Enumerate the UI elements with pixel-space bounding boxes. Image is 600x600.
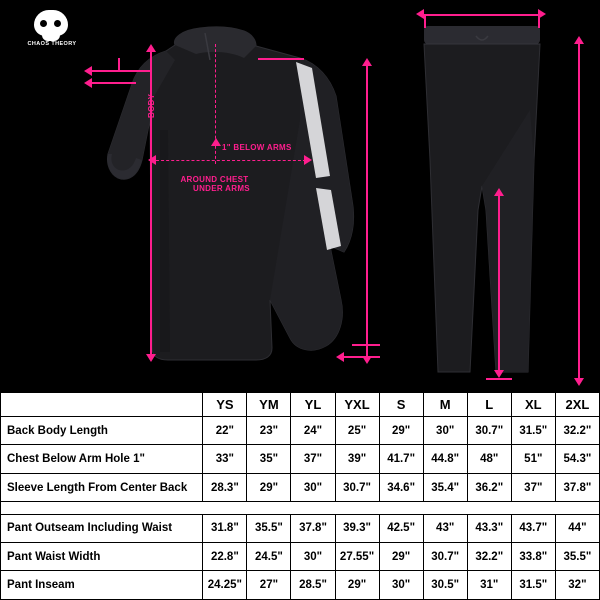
- cell: 31.5": [511, 417, 555, 445]
- cell: 35": [247, 445, 291, 473]
- cell: 33": [203, 445, 247, 473]
- pants-waist-tick-right: [538, 14, 540, 28]
- header-cell-xl: XL: [511, 393, 555, 417]
- header-cell-ys: YS: [203, 393, 247, 417]
- label-body: BODY: [147, 93, 156, 118]
- table-group-spacer: [1, 502, 600, 514]
- cell: 29": [335, 571, 379, 600]
- row-label: Back Body Length: [1, 417, 203, 445]
- cell: 44.8": [423, 445, 467, 473]
- cell: 48": [467, 445, 511, 473]
- cell: 37": [511, 473, 555, 501]
- cell: 32": [555, 571, 599, 600]
- cell: 43.7": [511, 514, 555, 542]
- cell: 29": [379, 543, 423, 571]
- row-label: Pant Inseam: [1, 571, 203, 600]
- header-cell-2xl: 2XL: [555, 393, 599, 417]
- label-below-arms: 1" BELOW ARMS: [222, 143, 292, 152]
- cell: 24": [291, 417, 335, 445]
- cell: 42.5": [379, 514, 423, 542]
- pants-inseam-arrow-down: [494, 370, 504, 378]
- cell: 27": [247, 571, 291, 600]
- header-cell-0: [1, 393, 203, 417]
- pants-inseam-line: [498, 196, 500, 372]
- cell: 36.2": [467, 473, 511, 501]
- cell: 30.7": [467, 417, 511, 445]
- cell: 39": [335, 445, 379, 473]
- cell: 28.3": [203, 473, 247, 501]
- pants-outseam-line: [578, 44, 580, 380]
- cell: 30": [291, 473, 335, 501]
- cell: 37": [291, 445, 335, 473]
- cell: 30": [423, 417, 467, 445]
- pants-waist-arrow-left: [416, 9, 424, 19]
- pants-inseam-bottom-tick: [486, 378, 512, 380]
- label-around-chest-line1: AROUND CHEST: [180, 175, 249, 184]
- cell: 41.7": [379, 445, 423, 473]
- cell: 54.3": [555, 445, 599, 473]
- cell: 25": [335, 417, 379, 445]
- row-label: Chest Below Arm Hole 1": [1, 445, 203, 473]
- cell: 22.8": [203, 543, 247, 571]
- cell: 37.8": [291, 514, 335, 542]
- table-row: [1, 571, 600, 600]
- label-around-chest-line2: UNDER ARMS: [193, 184, 250, 194]
- cell: 24.5": [247, 543, 291, 571]
- cell: 44": [555, 514, 599, 542]
- brand-name: CHAOS THEORY: [27, 41, 77, 47]
- cell: 29": [247, 473, 291, 501]
- cell: 30.5": [423, 571, 467, 600]
- cell: 33.8": [511, 543, 555, 571]
- size-chart-table: [0, 392, 600, 600]
- cell: 32.2": [467, 543, 511, 571]
- pants-outseam-arrow-down: [574, 378, 584, 386]
- table-row: [1, 445, 600, 473]
- cell: 27.55": [335, 543, 379, 571]
- cell: 22": [203, 417, 247, 445]
- pants-waist-tick-left: [424, 14, 426, 28]
- cell: 43": [423, 514, 467, 542]
- cell: 23": [247, 417, 291, 445]
- cell: 32.2": [555, 417, 599, 445]
- pants-inseam-arrow-up: [494, 188, 504, 196]
- row-label: Pant Outseam Including Waist: [1, 514, 203, 542]
- cell: 28.5": [291, 571, 335, 600]
- header-cell-l: L: [467, 393, 511, 417]
- table-row: [1, 543, 600, 571]
- header-cell-yl: YL: [291, 393, 335, 417]
- cell: 30": [379, 571, 423, 600]
- cell: 31.8": [203, 514, 247, 542]
- cell: 30.7": [335, 473, 379, 501]
- cell: 35.5": [247, 514, 291, 542]
- pants-outseam-arrow-up: [574, 36, 584, 44]
- cell: 39.3": [335, 514, 379, 542]
- table-row: [1, 473, 600, 501]
- header-cell-s: S: [379, 393, 423, 417]
- cell: 31": [467, 571, 511, 600]
- cell: 30.7": [423, 543, 467, 571]
- cell: 35.5": [555, 543, 599, 571]
- header-cell-m: M: [423, 393, 467, 417]
- cell: 31.5": [511, 571, 555, 600]
- cell: 24.25": [203, 571, 247, 600]
- pants-waist-line: [424, 14, 540, 16]
- cell: 34.6": [379, 473, 423, 501]
- table-header-row: [1, 393, 600, 417]
- header-cell-yxl: YXL: [335, 393, 379, 417]
- row-label: Sleeve Length From Center Back: [1, 473, 203, 501]
- cell: 35.4": [423, 473, 467, 501]
- cell: 29": [379, 417, 423, 445]
- row-label: Pant Waist Width: [1, 543, 203, 571]
- table-row: [1, 514, 600, 542]
- cell: 37.8": [555, 473, 599, 501]
- cell: 43.3": [467, 514, 511, 542]
- cell: 51": [511, 445, 555, 473]
- table-row: [1, 417, 600, 445]
- cell: 30": [291, 543, 335, 571]
- header-cell-ym: YM: [247, 393, 291, 417]
